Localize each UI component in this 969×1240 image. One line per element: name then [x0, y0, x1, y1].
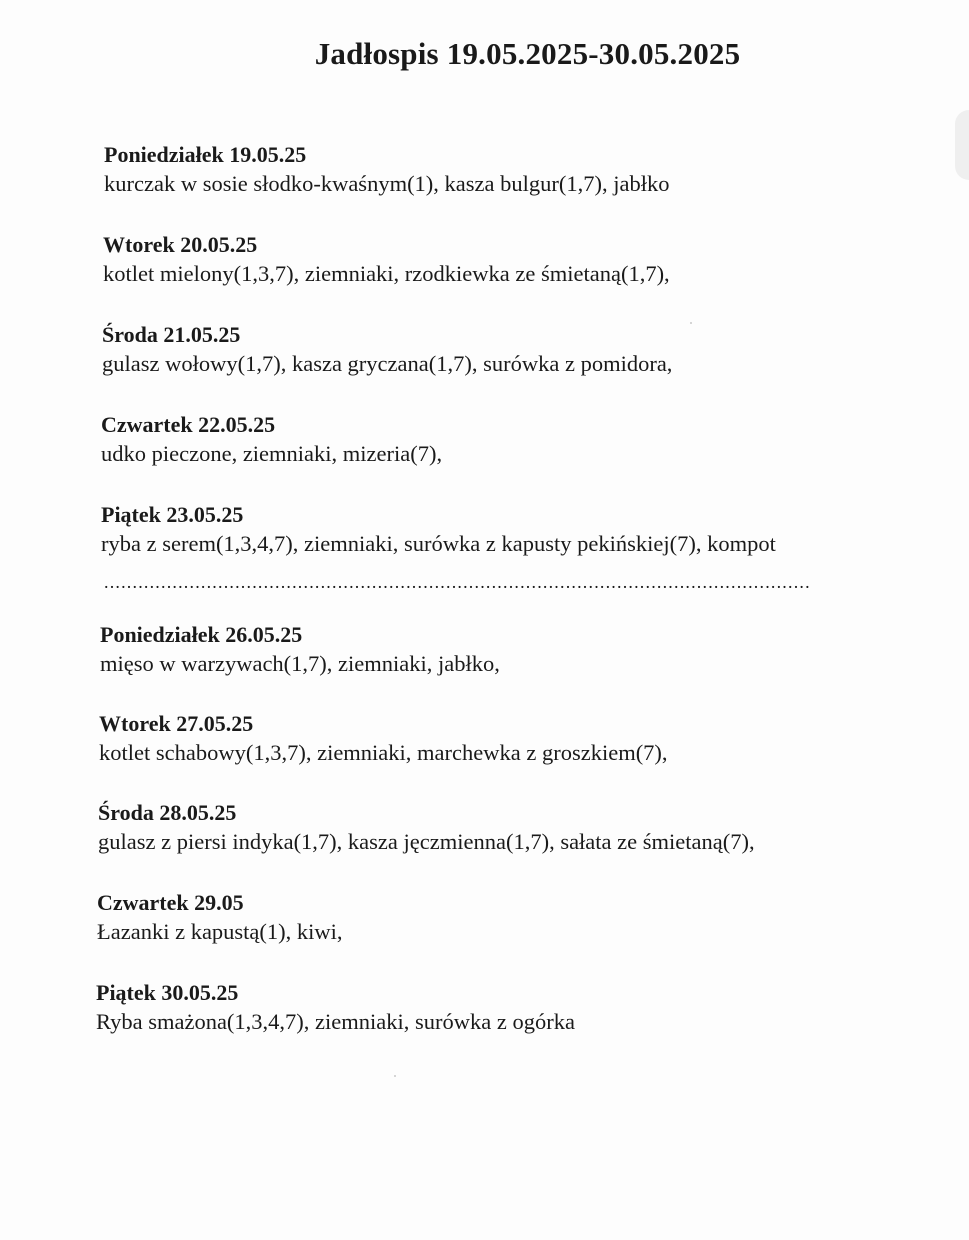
page-title: Jadłospis 19.05.2025-30.05.2025 [314, 36, 741, 71]
day-menu: ryba z serem(1,3,4,7), ziemniaki, surówka z kapusty pekińskiej(7), kompot [101, 531, 776, 556]
day-menu: Łazanki z kapustą(1), kiwi, [97, 919, 343, 944]
day-header: Środa 21.05.25 [102, 322, 241, 347]
day-menu: kotlet mielony(1,3,7), ziemniaki, rzodkiewka ze śmietaną(1,7), [103, 261, 670, 286]
day-menu: kurczak w sosie słodko-kwaśnym(1), kasza bulgur(1,7), jabłko [104, 171, 670, 196]
day-header: Poniedziałek 19.05.25 [104, 142, 307, 167]
scan-speck [690, 322, 692, 324]
day-entry-thursday-2 [97, 889, 343, 947]
day-header: Środa 28.05.25 [98, 800, 237, 825]
day-entry-tuesday-2 [99, 710, 668, 768]
day-menu: mięso w warzywach(1,7), ziemniaki, jabłko, [100, 651, 500, 676]
scan-speck [394, 1075, 396, 1077]
week-separator: ............................................................................................................................ [104, 572, 811, 592]
day-header: Czwartek 29.05 [97, 890, 244, 915]
day-menu: Ryba smażona(1,3,4,7), ziemniaki, surówka z ogórka [96, 1009, 575, 1034]
day-header: Wtorek 27.05.25 [99, 711, 254, 736]
page-edge-shadow [955, 110, 969, 180]
day-entry-wednesday-1 [102, 321, 672, 379]
day-entry-thursday-1 [101, 411, 442, 469]
day-menu: kotlet schabowy(1,3,7), ziemniaki, marchewka z groszkiem(7), [99, 740, 668, 765]
day-header: Czwartek 22.05.25 [101, 412, 276, 437]
day-entry-monday-2 [100, 621, 500, 679]
day-header: Wtorek 20.05.25 [103, 232, 258, 257]
day-header: Poniedziałek 26.05.25 [100, 622, 303, 647]
day-menu: gulasz wołowy(1,7), kasza gryczana(1,7), surówka z pomidora, [102, 351, 673, 376]
day-header: Piątek 30.05.25 [96, 980, 239, 1005]
day-entry-monday-1 [104, 141, 670, 199]
day-menu: gulasz z piersi indyka(1,7), kasza jęczmienna(1,7), sałata ze śmietaną(7), [98, 829, 755, 854]
day-entry-tuesday-1 [103, 231, 670, 289]
day-header: Piątek 23.05.25 [101, 502, 244, 527]
day-entry-friday-1 [101, 501, 776, 559]
day-menu: udko pieczone, ziemniaki, mizeria(7), [101, 441, 443, 466]
day-entry-wednesday-2 [98, 799, 755, 857]
day-entry-friday-2 [96, 979, 575, 1037]
